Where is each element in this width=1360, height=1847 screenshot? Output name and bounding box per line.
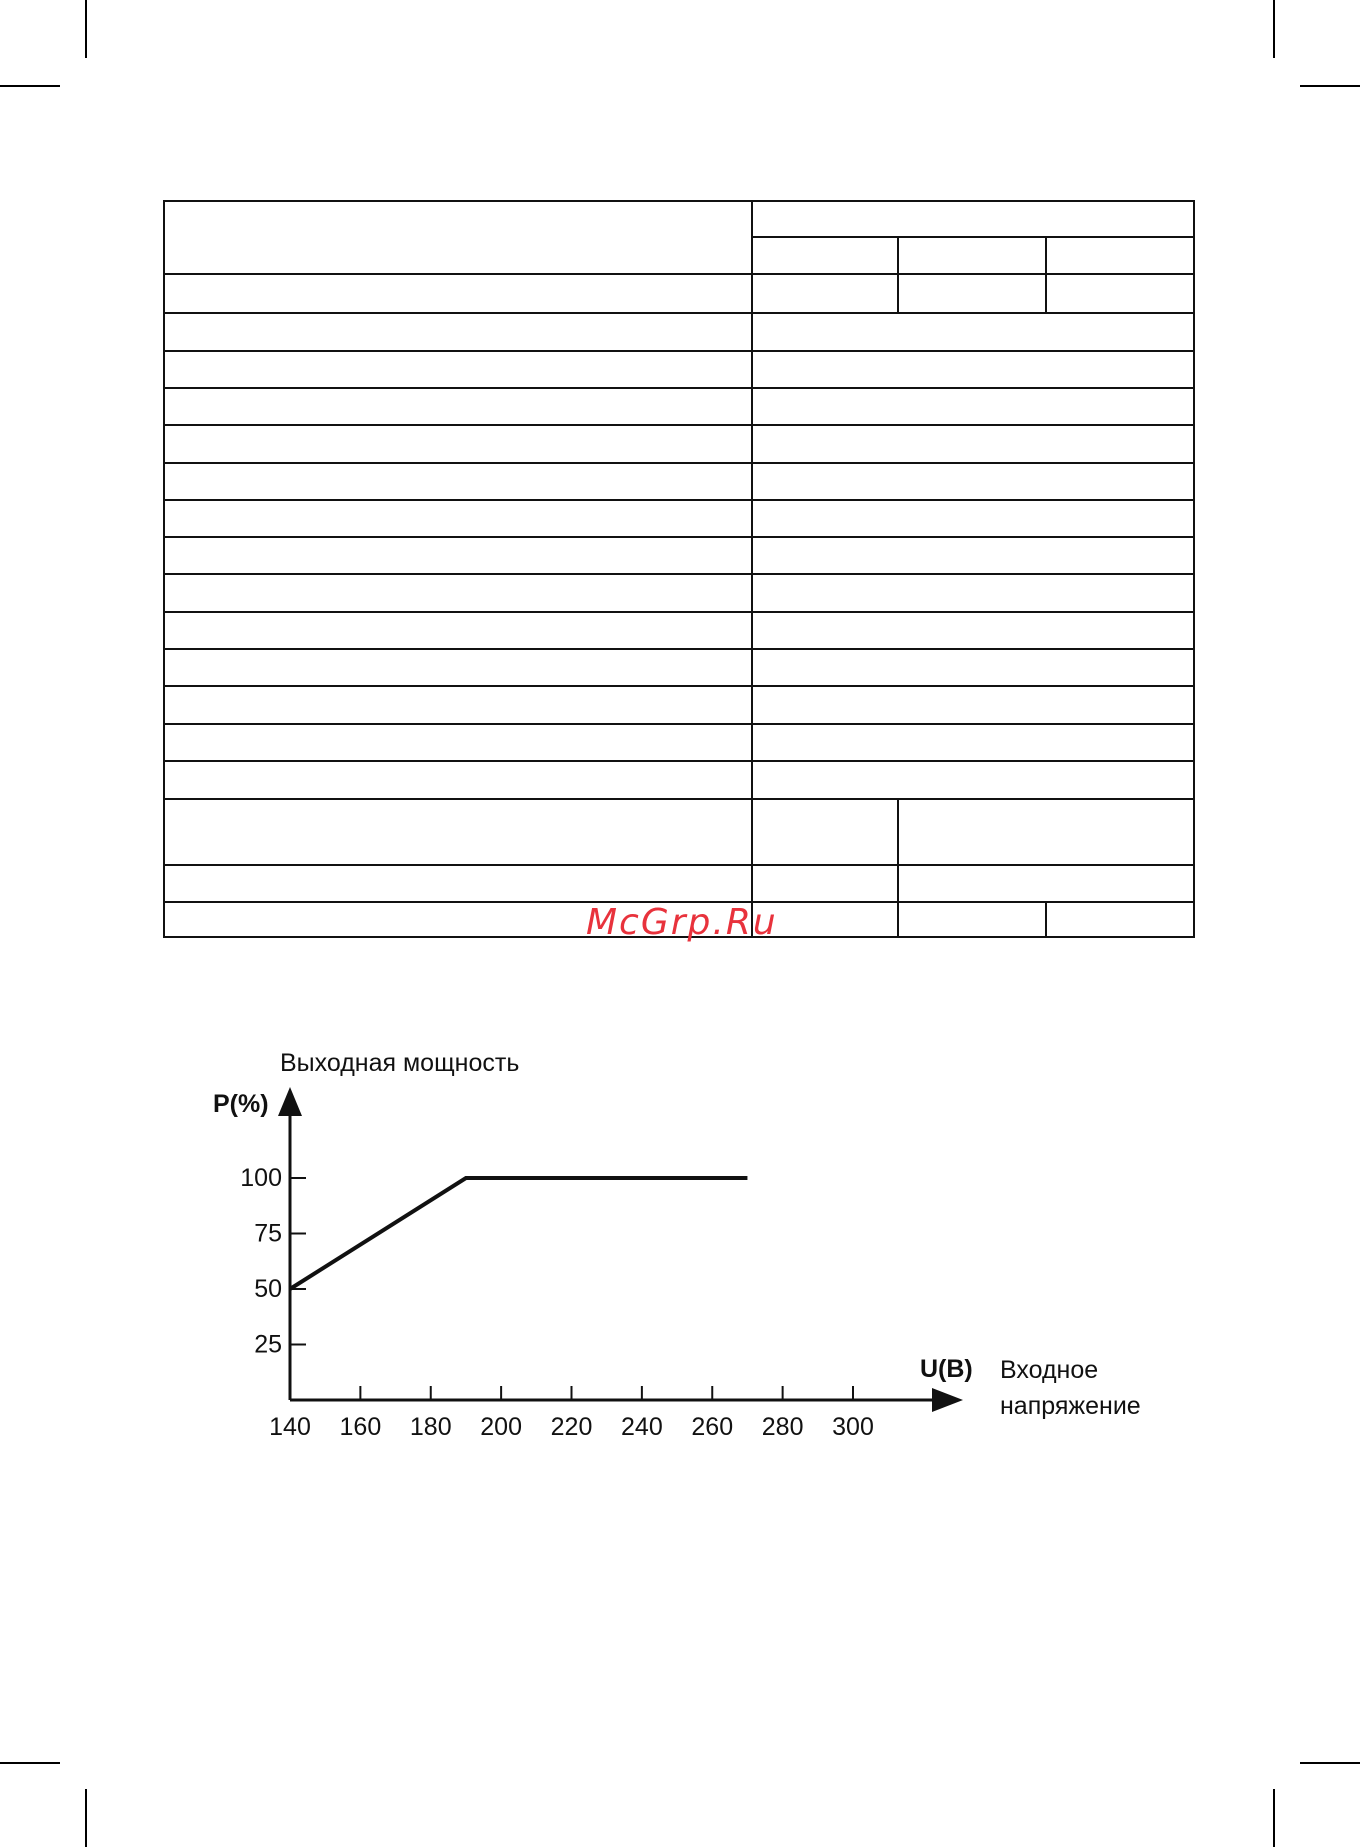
x-tick-label: 180 (409, 1413, 452, 1441)
x-tick-label: 280 (761, 1413, 804, 1441)
x-tick-label: 260 (691, 1413, 734, 1441)
x-axis-caption-line1: Входное (1000, 1356, 1099, 1384)
crop-mark (85, 1789, 87, 1847)
x-axis-caption-line2: напряжение (1000, 1392, 1141, 1420)
crop-mark (0, 1762, 60, 1764)
x-axis-label: U(B) (920, 1355, 973, 1383)
y-tick-label: 50 (254, 1275, 282, 1303)
series-line (290, 1178, 747, 1289)
y-axis-arrow (278, 1087, 302, 1116)
y-tick-label: 100 (240, 1164, 282, 1192)
watermark: McGrp.Ru (586, 902, 778, 943)
chart-title: Выходная мощность (280, 1049, 520, 1077)
y-axis-label: P(%) (213, 1090, 269, 1118)
y-tick-label: 25 (254, 1330, 282, 1359)
x-tick-label: 140 (269, 1413, 311, 1441)
x-tick-label: 160 (339, 1413, 382, 1441)
x-tick-label: 200 (480, 1413, 522, 1441)
y-tick-label: 75 (254, 1219, 282, 1248)
crop-mark (1273, 1789, 1275, 1847)
x-tick-label: 220 (550, 1413, 593, 1441)
crop-mark (1300, 1762, 1360, 1764)
x-axis-arrow (932, 1388, 963, 1412)
x-tick-label: 300 (832, 1413, 874, 1441)
x-tick-label: 240 (621, 1413, 663, 1441)
